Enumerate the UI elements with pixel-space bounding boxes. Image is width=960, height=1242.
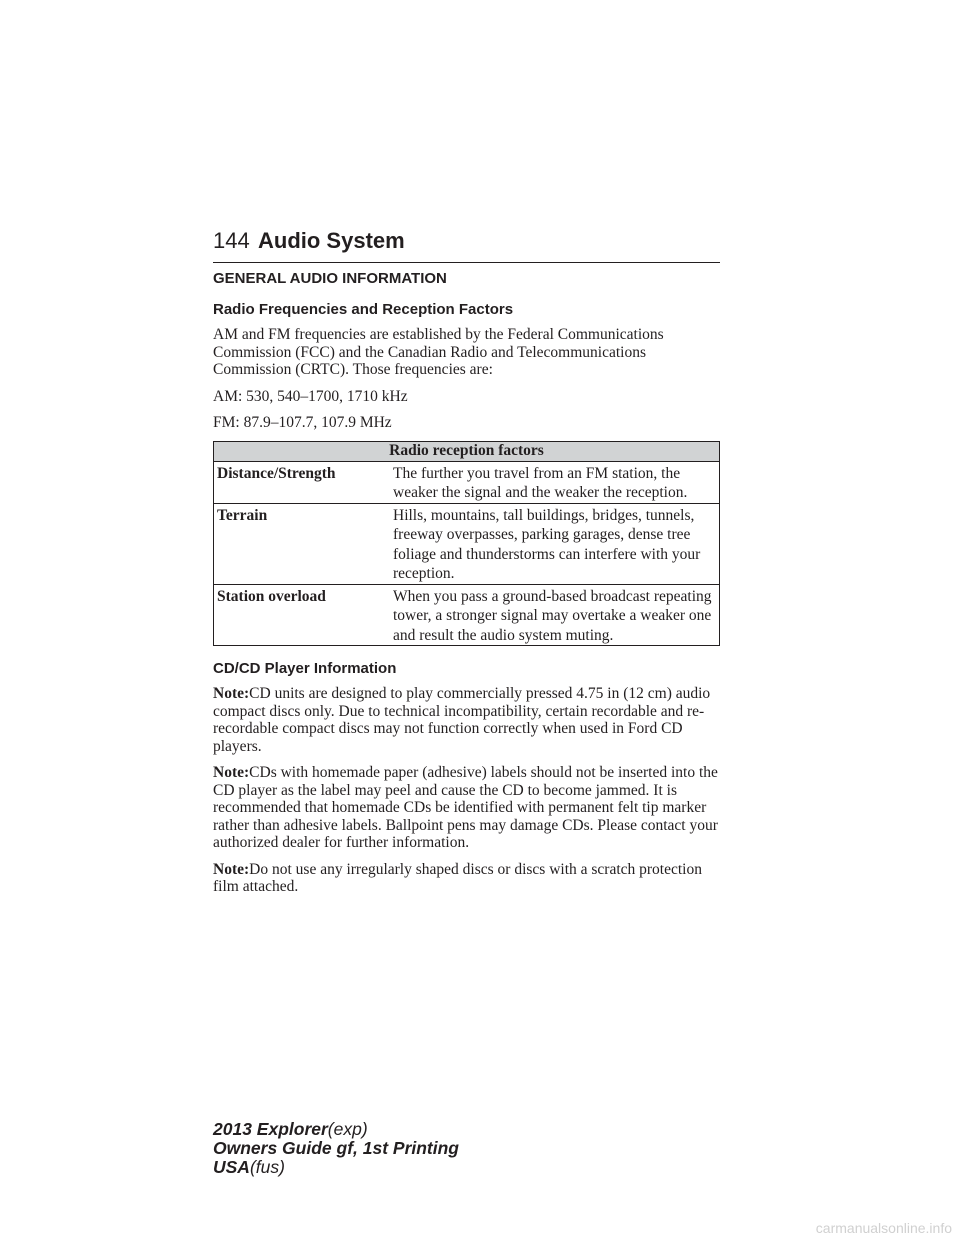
site-watermark: carmanualsonline.info xyxy=(815,1220,952,1236)
heading-general-audio: GENERAL AUDIO INFORMATION xyxy=(213,270,447,287)
footer-market-code: (fus) xyxy=(249,1157,285,1177)
row-term: Distance/Strength xyxy=(214,461,391,503)
note-text: CDs with homemade paper (adhesive) labels should not be inserted into the CD player as the label may peel and cause the CD to become jammed. It is recommended that homemade CDs be identified with permanent felt tip marker rather than adhesive labels. Ballpoint pens may damage CDs. Please contact your authorized dealer for further information. xyxy=(213,764,718,851)
footer-line-2 xyxy=(213,1139,459,1158)
footer-model-code: (exp) xyxy=(327,1119,368,1139)
print-footer xyxy=(213,1120,459,1177)
note-label: Note: xyxy=(213,860,250,878)
am-frequencies: AM: 530, 540–1700, 1710 kHz xyxy=(213,387,408,405)
note-paragraph xyxy=(213,685,723,755)
page-content xyxy=(213,270,723,905)
fm-frequencies: FM: 87.9–107.7, 107.9 MHz xyxy=(213,414,392,431)
table-row xyxy=(214,503,720,584)
note-label: Note: xyxy=(213,685,250,702)
footer-edition: Owners Guide gf, 1st Printing xyxy=(213,1138,459,1158)
row-description: When you pass a ground-based broadcast repeating tower, a stronger signal may overtake a weaker one and result the audio system muting. xyxy=(390,584,720,646)
subheading-radio-frequencies: Radio Frequencies and Reception Factors xyxy=(213,301,514,318)
table-row xyxy=(214,461,720,503)
row-term: Station overload xyxy=(214,584,391,646)
reception-factors-table xyxy=(213,441,720,647)
table-row xyxy=(214,584,720,646)
table-title: Radio reception factors xyxy=(214,441,720,461)
footer-line-3 xyxy=(213,1158,459,1177)
section-title: Audio System xyxy=(258,228,405,253)
subheading-cd-player: CD/CD Player Information xyxy=(213,660,397,677)
page-header xyxy=(213,228,720,263)
intro-paragraph: AM and FM frequencies are established by the Federal Communications Commission (FCC) and the Canadian Radio and Telecommunications Commission (CRTC). Those frequencies are: xyxy=(213,326,664,378)
note-text: CD units are designed to play commercially pressed 4.75 in (12 cm) audio compact discs only. Due to technical incompatibility, certain recordable and re-recordable compact discs may not function correctly when used in Ford CD players. xyxy=(213,685,711,755)
note-label: Note: xyxy=(213,764,250,781)
note-paragraph xyxy=(213,861,723,896)
footer-model: 2013 Explorer xyxy=(213,1119,328,1139)
row-term: Terrain xyxy=(214,503,391,584)
row-description: The further you travel from an FM station, the weaker the signal and the weaker the reception. xyxy=(390,461,720,503)
page-number: 144 xyxy=(213,228,250,253)
footer-market: USA xyxy=(213,1157,250,1177)
row-description: Hills, mountains, tall buildings, bridges, tunnels, freeway overpasses, parking garages, dense tree foliage and thunderstorms can interfere with your reception. xyxy=(390,503,720,584)
note-paragraph xyxy=(213,764,723,852)
footer-line-1 xyxy=(213,1120,459,1139)
table-header-row xyxy=(214,441,720,461)
note-text: Do not use any irregularly shaped discs or discs with a scratch protection film attached. xyxy=(213,860,702,895)
